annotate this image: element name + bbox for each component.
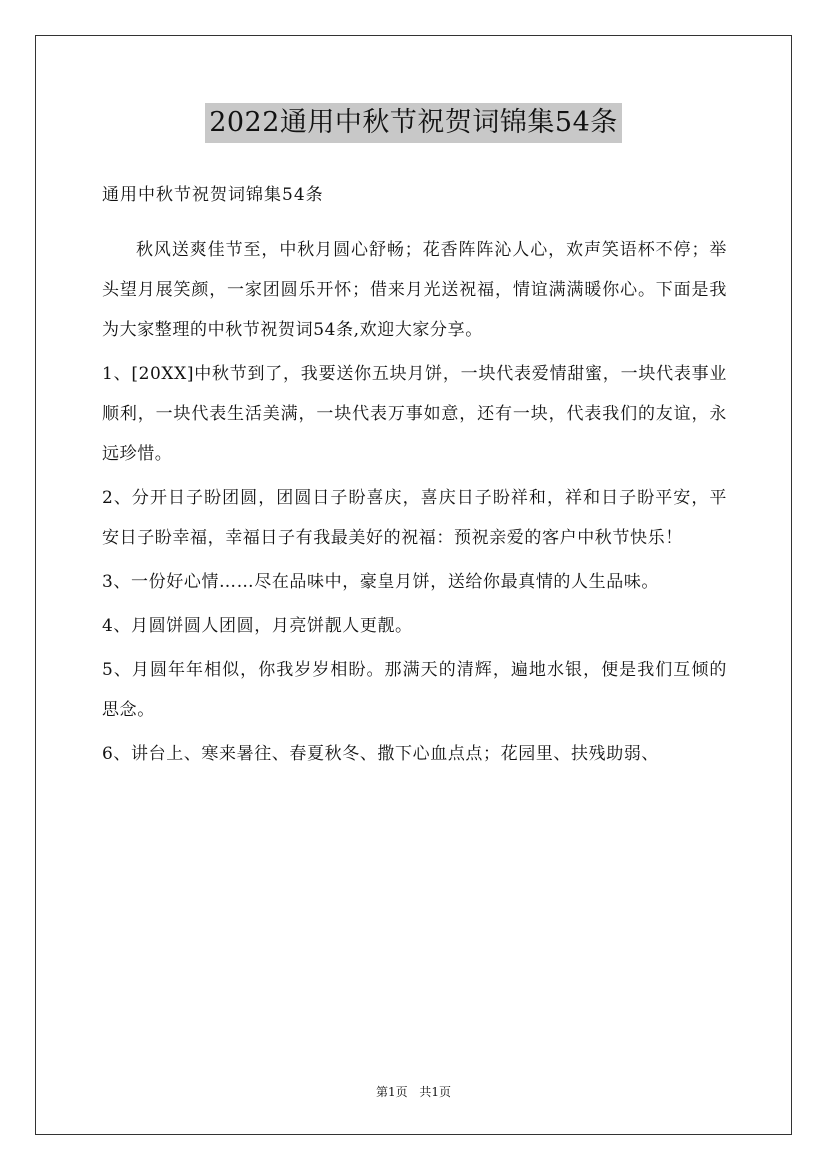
document-subtitle: 通用中秋节祝贺词锦集54条 <box>102 185 324 205</box>
title-container <box>0 103 827 143</box>
wish-item-3: 3、一份好心情……尽在品味中，豪皇月饼，送给你最真情的人生品味。 <box>102 572 660 592</box>
wish-item-2: 2、分开日子盼团圆，团圆日子盼喜庆，喜庆日子盼祥和，祥和日子盼平安，平安日子盼幸福，幸福日子有我最美好的祝福：预祝亲爱的客户中秋节快乐！ <box>102 488 727 548</box>
document-body <box>102 230 727 778</box>
intro-paragraph: 秋风送爽佳节至，中秋月圆心舒畅；花香阵阵沁人心，欢声笑语杯不停；举头望月展笑颜，一家团圆乐开怀；借来月光送祝福，情谊满满暖你心。下面是我为大家整理的中秋节祝贺词54条,欢迎大家分享。 <box>102 240 727 340</box>
wish-item-1: 1、[20XX]中秋节到了，我要送你五块月饼，一块代表爱情甜蜜，一块代表事业顺利，一块代表生活美满，一块代表万事如意，还有一块，代表我们的友谊，永远珍惜。 <box>102 364 727 464</box>
wish-item-5: 5、月圆年年相似，你我岁岁相盼。那满天的清辉，遍地水银，便是我们互倾的思念。 <box>102 660 727 720</box>
page-number: 第1页 <box>375 1085 408 1099</box>
page-total: 共1页 <box>419 1085 452 1099</box>
page-footer <box>0 1082 827 1102</box>
document-title: 2022通用中秋节祝贺词锦集54条 <box>205 103 622 143</box>
wish-item-4: 4、月圆饼圆人团圆，月亮饼靓人更靓。 <box>102 616 413 636</box>
wish-item-6: 6、讲台上、寒来暑往、春夏秋冬、撒下心血点点；花园里、扶残助弱、 <box>102 744 660 764</box>
